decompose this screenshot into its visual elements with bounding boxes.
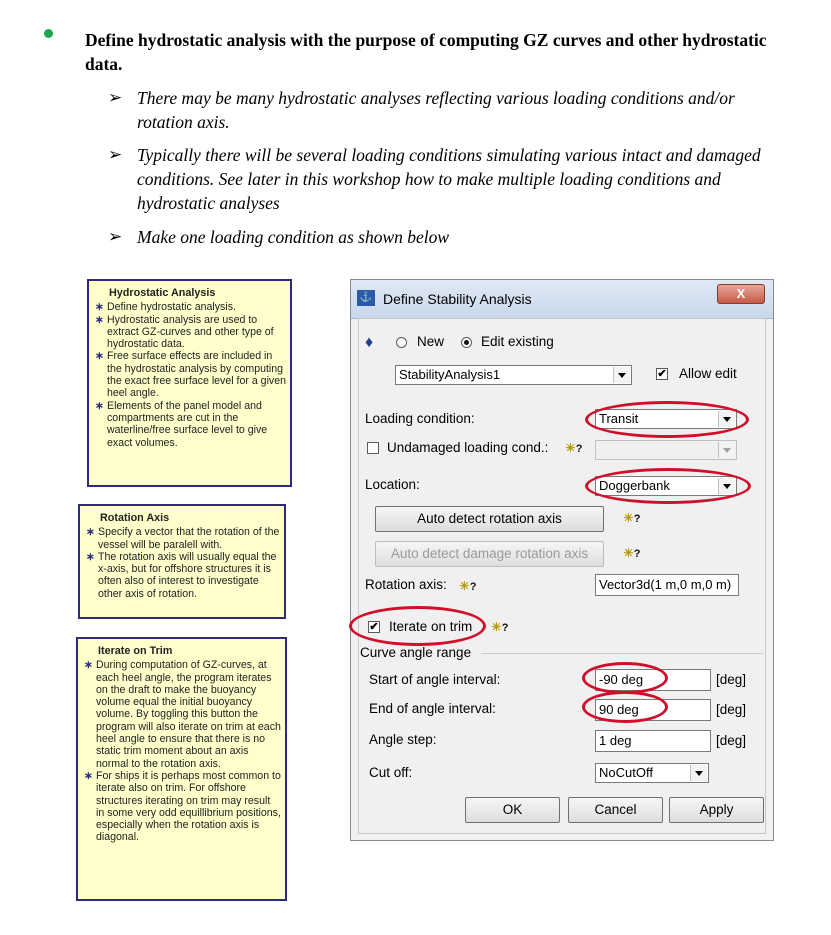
- help-bulb-icon[interactable]: ☀?: [565, 441, 583, 455]
- app-icon: ⚓: [357, 290, 375, 306]
- analysis-select-value: StabilityAnalysis1: [399, 367, 501, 382]
- arrow-bullet-icon: ➢: [108, 88, 123, 107]
- start-angle-input[interactable]: -90 deg: [595, 669, 711, 691]
- chevron-down-icon[interactable]: [690, 765, 707, 781]
- help-bulb-icon[interactable]: ☀?: [459, 579, 477, 593]
- sub-bullet-2: Typically there will be several loading conditions simulating various intact and damaged conditions. See later in this workshop how to make multiple loading conditions and hydrostatic analyses: [137, 145, 761, 213]
- note-hydrostatic-analysis: [87, 279, 292, 487]
- auto-detect-rotation-button[interactable]: Auto detect rotation axis: [375, 506, 604, 532]
- cut-off-select[interactable]: [595, 763, 709, 783]
- note-item: ∗ Elements of the panel model and compartments are cut in the waterline/free surface level to give exact volumes.: [95, 400, 286, 449]
- start-angle-unit: [deg]: [716, 672, 747, 687]
- rotation-axis-input[interactable]: Vector3d(1 m,0 m,0 m): [595, 574, 739, 596]
- close-button[interactable]: X: [717, 284, 765, 304]
- chevron-down-icon[interactable]: [718, 442, 735, 458]
- analysis-select[interactable]: [395, 365, 632, 385]
- dialog-title: Define Stability Analysis: [383, 291, 532, 307]
- iterate-on-trim-checkbox[interactable]: ✔: [369, 621, 379, 633]
- allow-edit-label: Allow edit: [679, 366, 737, 381]
- help-mark: ?: [575, 443, 583, 455]
- help-mark: ?: [501, 622, 509, 634]
- chevron-down-icon[interactable]: [613, 367, 630, 383]
- curve-angle-group-label: Curve angle range: [360, 645, 472, 660]
- angle-step-input[interactable]: 1 deg: [595, 730, 711, 752]
- stability-analysis-dialog: [350, 279, 774, 841]
- note-title: Hydrostatic Analysis: [109, 287, 216, 299]
- loading-condition-value: Transit: [599, 411, 639, 426]
- undamaged-checkbox[interactable]: [367, 442, 379, 454]
- help-mark: ?: [633, 513, 641, 525]
- help-mark: ?: [469, 581, 477, 593]
- new-label: New: [417, 334, 445, 349]
- note-item: ∗ Free surface effects are included in the hydrostatic analysis by computing the exact free surface level for a given heel angle.: [95, 350, 286, 399]
- help-bulb-icon[interactable]: ☀?: [623, 546, 641, 560]
- end-angle-input[interactable]: 90 deg: [595, 699, 711, 721]
- sub-bullet-1: There may be many hydrostatic analyses reflecting various loading conditions and/or rotation axis.: [137, 88, 735, 132]
- arrow-bullet-icon: ➢: [108, 227, 123, 246]
- arrow-bullet-icon: ➢: [108, 145, 123, 164]
- chevron-down-icon[interactable]: [718, 478, 735, 494]
- note-iterate-on-trim: [76, 637, 287, 901]
- note-item: ∗ During computation of GZ-curves, at each heel angle, the program iterates on the draft to make the buoyancy volume equal the initial buoyancy volume. By toggling this button the program will also iterate on trim at each heel angle to ensure that there is no static trim moment about an axis normal to the rotation axis.: [84, 659, 281, 770]
- angle-step-label: Angle step:: [369, 732, 437, 747]
- start-angle-label: Start of angle interval:: [369, 672, 501, 687]
- iterate-on-trim-label: Iterate on trim: [389, 619, 473, 634]
- sub-bullet-3: Make one loading condition as shown below: [137, 227, 450, 247]
- cut-off-value: NoCutOff: [599, 765, 653, 780]
- group-divider: [481, 653, 763, 654]
- location-value: Doggerbank: [599, 478, 670, 493]
- angle-step-unit: [deg]: [716, 733, 747, 748]
- location-select[interactable]: [595, 476, 737, 496]
- main-bullet-text: Define hydrostatic analysis with the purpose of computing GZ curves and other hydrostatic data.: [85, 30, 767, 74]
- note-item: ∗ For ships it is perhaps most common to iterate also on trim. For offshore structures iterating on trim may result in some very odd equillibrium positions, especially when the rotation axis is diagonal.: [84, 770, 281, 844]
- edit-existing-radio[interactable]: [461, 337, 472, 348]
- loading-condition-select[interactable]: [595, 409, 737, 429]
- note-rotation-axis: [78, 504, 286, 619]
- bullet-dot-icon: [44, 29, 53, 38]
- edit-existing-label: Edit existing: [481, 334, 554, 349]
- help-bulb-icon[interactable]: ☀?: [491, 620, 509, 634]
- note-title: Rotation Axis: [100, 512, 170, 524]
- dialog-titlebar[interactable]: [351, 280, 773, 319]
- new-radio[interactable]: [396, 337, 407, 348]
- undamaged-select[interactable]: [595, 440, 737, 460]
- cut-off-label: Cut off:: [369, 765, 413, 780]
- note-title: Iterate on Trim: [98, 645, 173, 657]
- undamaged-label: Undamaged loading cond.:: [387, 440, 549, 455]
- rotation-axis-label: Rotation axis:: [365, 577, 447, 592]
- help-mark: ?: [633, 548, 641, 560]
- apply-button[interactable]: Apply: [669, 797, 764, 823]
- loading-condition-label: Loading condition:: [365, 411, 475, 426]
- help-bulb-icon[interactable]: ☀?: [623, 511, 641, 525]
- chevron-down-icon[interactable]: [718, 411, 735, 427]
- end-angle-label: End of angle interval:: [369, 701, 496, 716]
- note-item: ∗ Specify a vector that the rotation of the vessel will be paralell with.: [86, 526, 280, 551]
- allow-edit-checkbox[interactable]: ✔: [657, 368, 667, 380]
- note-item: ∗ Define hydrostatic analysis.: [95, 301, 286, 313]
- cancel-button[interactable]: Cancel: [568, 797, 663, 823]
- dialog-body: [358, 318, 766, 834]
- end-angle-unit: [deg]: [716, 702, 747, 717]
- note-item: ∗ Hydrostatic analysis are used to extract GZ-curves and other type of hydrostatic data.: [95, 314, 286, 351]
- auto-detect-damage-button[interactable]: Auto detect damage rotation axis: [375, 541, 604, 567]
- location-label: Location:: [365, 477, 420, 492]
- wizard-icon: ♦: [365, 334, 374, 351]
- ok-button[interactable]: OK: [465, 797, 560, 823]
- note-item: ∗ The rotation axis will usually equal the x-axis, but for offshore structures it is often also of interest to investigate other axis of rotation.: [86, 551, 280, 600]
